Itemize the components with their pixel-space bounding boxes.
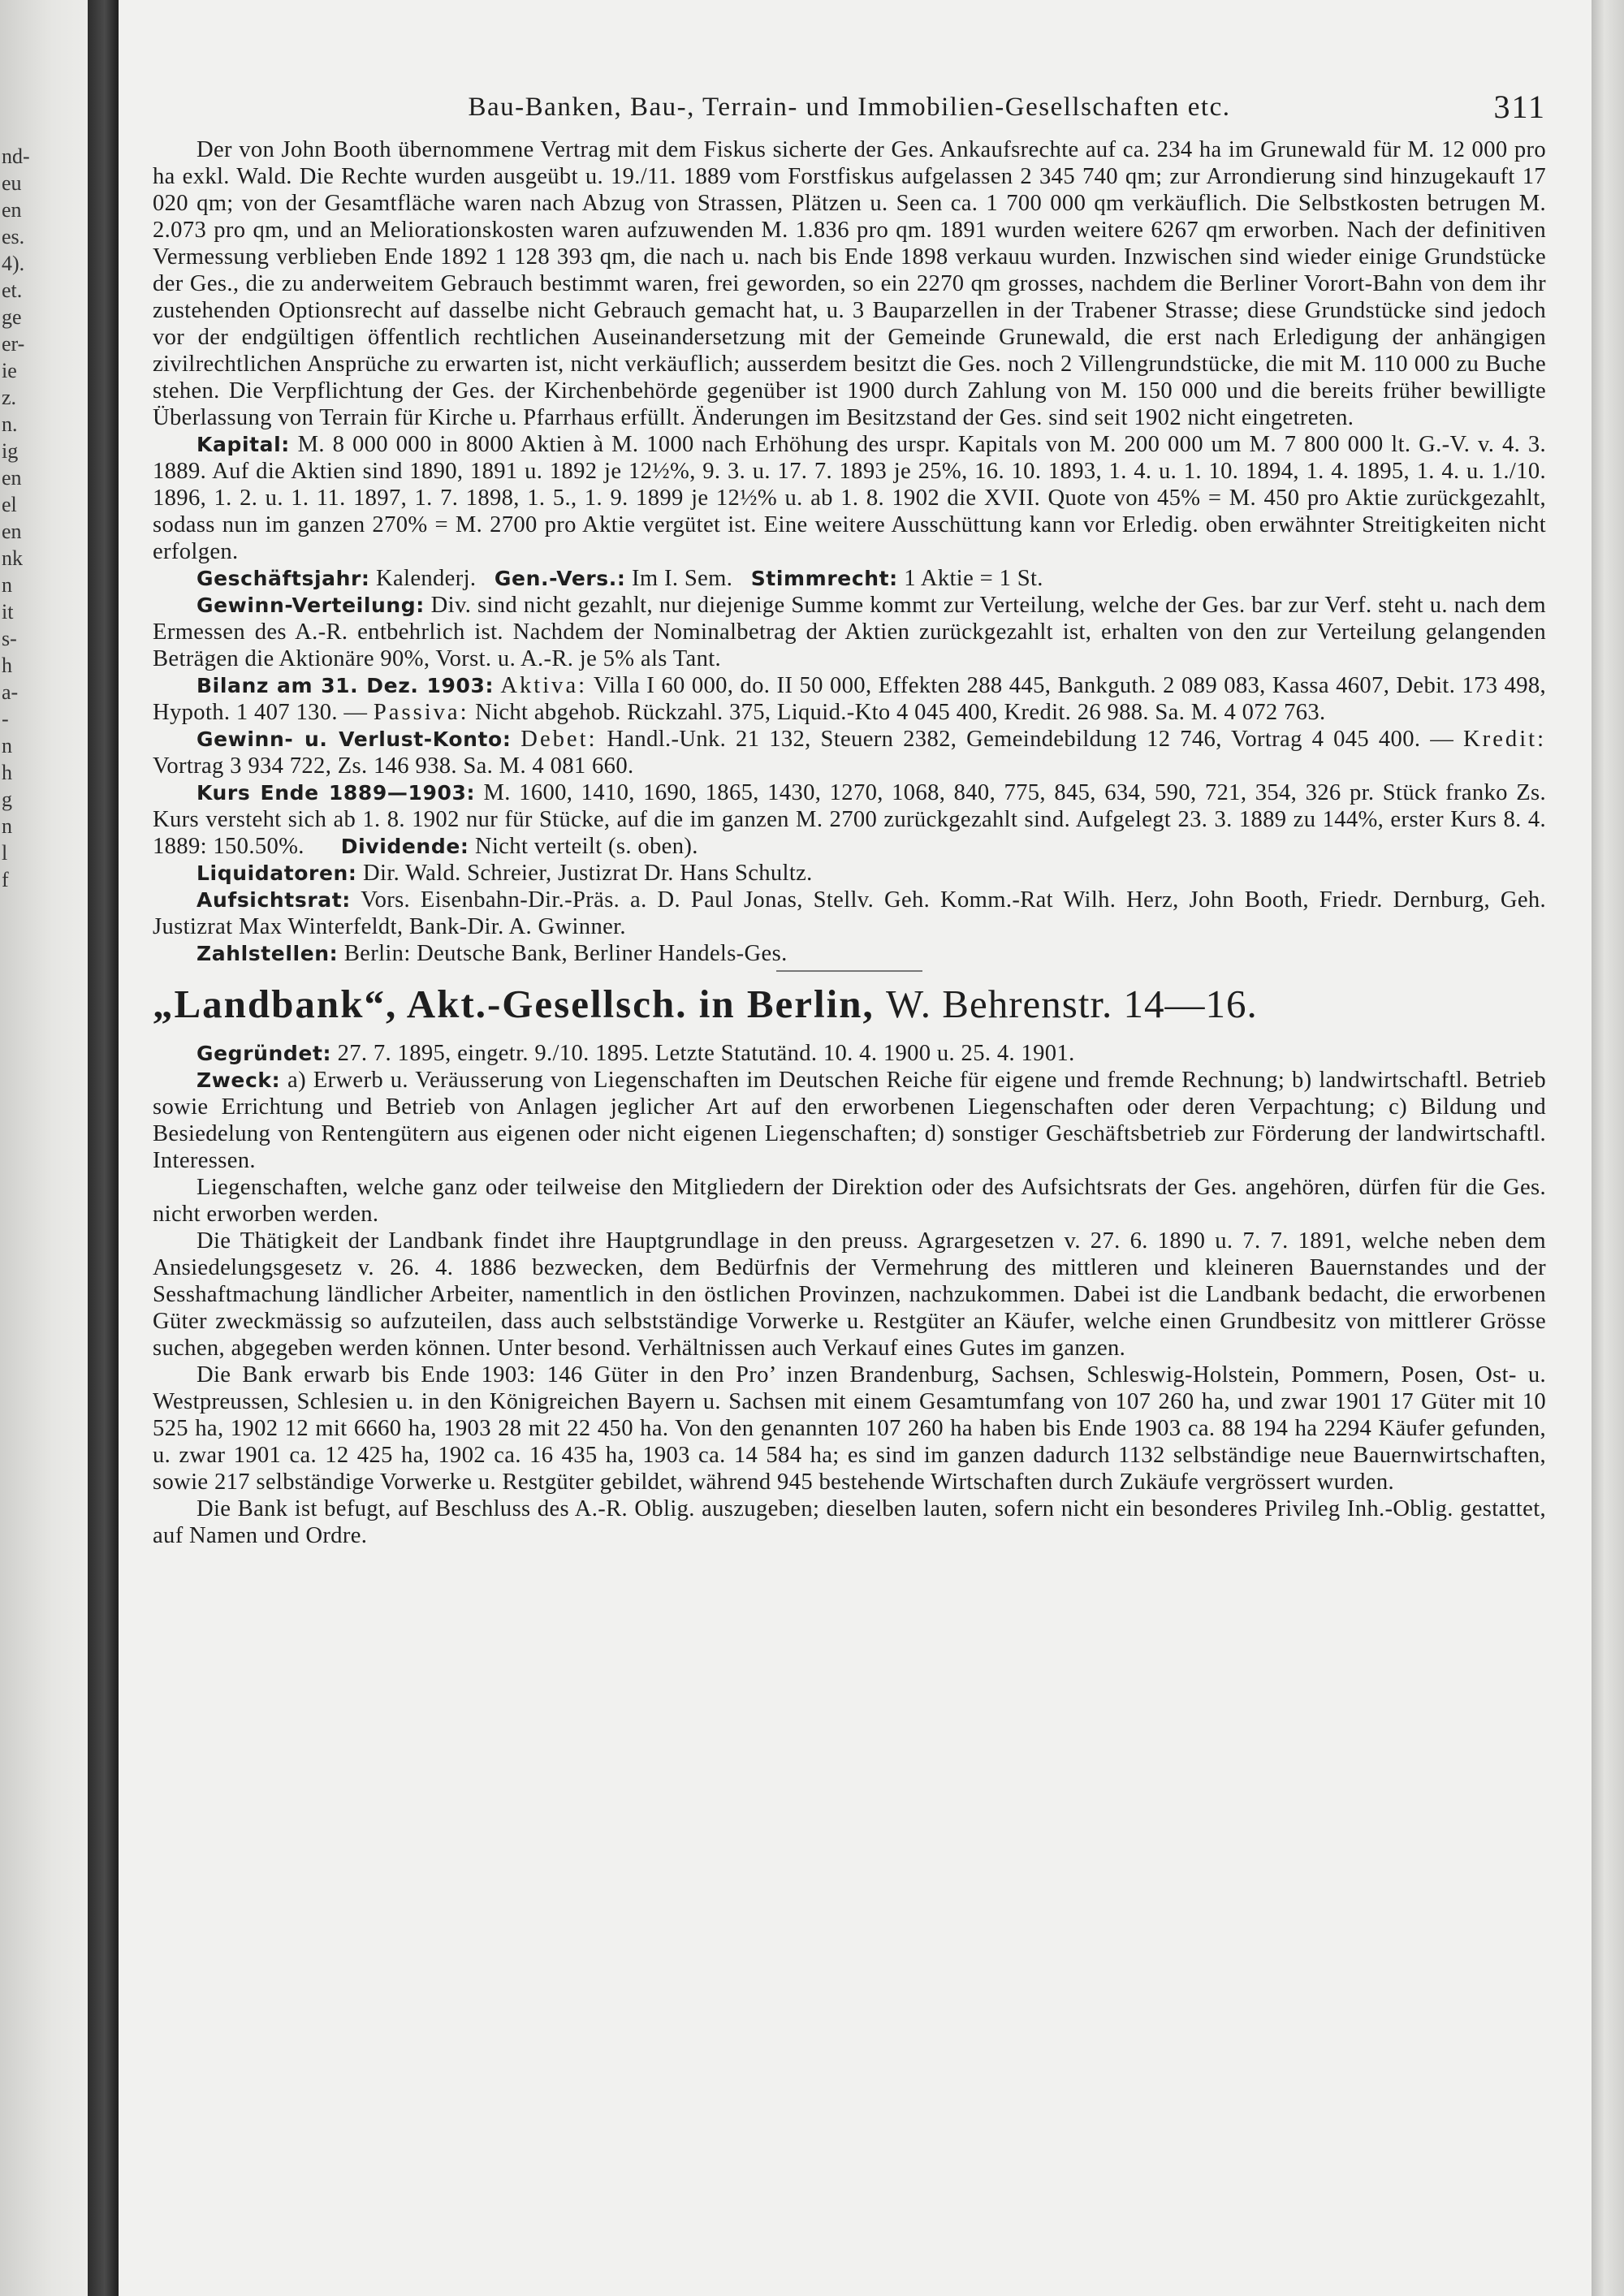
passiva-text: Nicht abgehob. Rückzahl. 375, Liquid.-Kto 4 045 400, Kredit. 26 988. Sa. M. 4 072 763. [475,700,1326,725]
company-name: „Landbank“, Akt.-Gesellsch. in Berlin, [153,982,875,1026]
left-page-fragment: h [2,654,12,677]
aktiva-text: Villa I 60 000, do. II 50 000, Effekten 288 445, Bankguth. 2 089 083, Kassa 4607, Debit. 173 498, Hypoth. 1 407 130. — [153,673,1547,725]
zahlstellen-label: Zahlstellen: [197,942,339,965]
left-page-fragment: n [2,814,12,838]
left-page-fragment: en [2,198,22,222]
body-paragraph: Die Bank ist befugt, auf Beschluss des A.-R. Oblig. auszugeben; dieselben lauten, sofern nicht ein besonderes Privileg Inh.-Oblig. gestattet, auf Namen und Ordre. [153,1496,1546,1548]
aufsichtsrat-text: Vors. Eisenbahn-Dir.-Präs. a. D. Paul Jonas, Stellv. Geh. Komm.-Rat Wilh. Herz, John Booth, Friedr. Dernburg, Geh. Justizrat Max Winterfeldt, Bank-Dir. A. Gwinner. [153,887,1547,939]
left-page-fragment: en [2,520,22,543]
gen-vers-label: Gen.-Vers.: [494,567,626,590]
left-page-fragment: z. [2,386,17,409]
passiva-word: Passiva: [373,700,469,725]
meta-entry [153,565,1546,592]
left-page-fragment: s- [2,627,17,650]
left-page-fragment: el [2,493,17,516]
zweck-text: a) Erwerb u. Veräusserung von Liegenschaften im Deutschen Reiche für eigene und fremde Rechnung; b) landwirtschaftl. Betrieb sowie Errichtung und Betrieb von Anlagen jeglicher Art auf den erworbenen Liegenschaften oder deren Verpachtung; c) Bildung und Besiedelung von Rentengütern aus eigenen oder nicht eigenen Liegenschaften; d) sonstiger Geschäftsbetrieb zur Förderung der landwirtschaftl. Interessen. [153,1068,1546,1173]
liquidatoren-text: Dir. Wald. Schreier, Justizrat Dr. Hans Schultz. [363,861,813,886]
kapital-text: M. 8 000 000 in 8000 Aktien à M. 1000 nach Erhöhung des urspr. Kapitals von M. 200 000 um M. 7 800 000 lt. G.-V. v. 4. 3. 1889. Auf die Aktien sind 1890, 1891 u. 1892 je 12½%, 9. 3. u. 17. 7. 1893 je 25%, 16. 10. 1893, 1. 4. u. 1. 10. 1894, 1. 4. 1895, 1. 4. u. 1./10. 1896, 1. 2. u. 1. 11. 1897, 1. 7. 1898, 1. 5., 1. 9. 1899 je 12½% u. ab 1. 8. 1902 die XVII. Quote von 45% = M. 450 pro Aktie zurückgezahlt, sodass nun im ganzen 270% = M. 2700 pro Aktie vergütet ist. Eine weitere Ausschüttung kann vor Erledig. oben erwähnter Streitigkeiten nicht erfolgen. [153,432,1547,564]
running-head [153,84,1546,136]
kapital-label: Kapital: [197,433,290,456]
debet-word: Debet: [520,727,598,752]
left-page-fragment: en [2,466,22,490]
kurs-text: M. 1600, 1410, 1690, 1865, 1430, 1270, 1068, 840, 775, 845, 634, 590, 721, 354, 326 pr. Stück franko Zs. Kurs versteht sich ab 1. 8. 1902 nur für Stücke, auf die im ganzen M. 2700 zurückgezahlt sind. Aufgelegt 23. 3. 1889 zu 144%, erster Kurs 8. 4. 1889: 150.50%. [153,780,1547,859]
left-page-fragment: nk [2,546,23,570]
kurs-label: Kurs Ende 1889—1903: [197,781,476,805]
zahlstellen-entry [153,940,1546,967]
left-page-fragment: nd- [2,145,30,168]
dividende-label: Dividende: [340,835,469,858]
adjacent-page-margin [0,0,88,2296]
left-page-fragment: - [2,707,9,731]
left-page-fragment: a- [2,680,19,704]
kredit-text: Vortrag 3 934 722, Zs. 146 938. Sa. M. 4 081 660. [153,753,634,779]
left-page-fragment: n [2,734,12,757]
book-page [119,0,1592,2296]
bilanz-label: Bilanz am 31. Dez. 1903: [197,674,495,697]
body-paragraph: Die Bank erwarb bis Ende 1903: 146 Güter in den Pro’ inzen Brandenburg, Sachsen, Schleswig-Holstein, Pommern, Posen, Ost- u. Westpreussen, Schlesien u. in den Königreichen Bayern u. Sachsen mit einem Gesamtumfang von 107 260 ha, und zwar 1901 17 Güter mit 10 525 ha, 1902 12 mit 6660 ha, 1903 28 mit 22 450 ha. Von den genannten 107 260 ha haben bis Ende 1903 ca. 88 194 ha 2294 Käufer gefunden, u. zwar 1901 ca. 12 425 ha, 1902 ca. 16 435 ha, 1903 ca. 14 584 ha; es sind im ganzen dadurch 1132 selbständige neue Bauernwirtschaften, sowie 217 selbständige Vorwerke u. Restgüter gebildet, während 945 bestehende Wirtschaften durch Zukäufe vergrössert wurden. [153,1362,1546,1495]
gegruendet-label: Gegründet: [197,1042,332,1065]
geschaeftsjahr-text: Kalenderj. [376,566,477,591]
geschaeftsjahr-label: Geschäftsjahr: [197,567,370,590]
left-page-fragment: 4). [2,252,25,275]
gegruendet-entry [153,1040,1546,1067]
kredit-word: Kredit: [1463,727,1547,752]
gewinn-verteilung-entry [153,592,1546,672]
page-number: 311 [1493,88,1546,125]
body-paragraph: Die Thätigkeit der Landbank findet ihre Hauptgrundlage in den preuss. Agrargesetzen v. 27. 6. 1890 u. 7. 7. 1891, welche neben dem Ansiedelungsgesetz v. 26. 4. 1886 bezwecken, dem Bedürfnis der Vermehrung des mittleren und kleineren Bauernstandes und der Sesshaftmachung ländlicher Arbeiter, namentlich in den östlichen Provinzen, nachzukommen. Dabei ist die Landbank bedacht, die erworbenen Güter zweckmässig so aufzuteilen, dass auch selbstständige Vorwerke u. Restgüter an Käufer, welche einen Grundbesitz von mittlerer Grösse suchen, abgegeben werden können. Unter besond. Verhältnissen auch Verkauf eines Gutes im ganzen. [153,1228,1546,1361]
liquidatoren-label: Liquidatoren: [197,861,357,885]
left-page-fragment: ge [2,305,22,329]
bilanz-entry [153,672,1546,726]
body-paragraph: Liegenschaften, welche ganz oder teilweise den Mitgliedern der Direktion oder des Aufsichtsrats der Ges. angehören, dürfen für die Ges. nicht erworben werden. [153,1175,1546,1227]
aktiva-word: Aktiva: [500,673,588,698]
zweck-entry [153,1067,1546,1174]
left-page-fragment: it [2,600,14,624]
stimmrecht-label: Stimmrecht: [750,567,898,590]
dividende-text: Nicht verteilt (s. oben). [474,834,698,859]
kapital-entry [153,431,1546,565]
gegruendet-text: 27. 7. 1895, eingetr. 9./10. 1895. Letzte Statutänd. 10. 4. 1900 u. 25. 4. 1901. [337,1041,1075,1066]
left-page-fragment: eu [2,171,22,195]
company-heading [153,980,1546,1029]
gen-vers-text: Im I. Sem. [631,566,733,591]
left-page-fragment: er- [2,332,25,356]
aufsichtsrat-entry [153,887,1546,940]
aufsichtsrat-label: Aufsichtsrat: [197,888,351,912]
debet-text: Handl.-Unk. 21 132, Steuern 2382, Gemeindebildung 12 746, Vortrag 4 045 400. — [607,727,1454,752]
stimmrecht-text: 1 Aktie = 1 St. [904,566,1043,591]
left-page-fragment: es. [2,225,25,248]
history-paragraph: Der von John Booth übernommene Vertrag mit dem Fiskus sicherte der Ges. Ankaufsrechte auf ca. 234 ha im Grunewald für M. 12 000 pro ha exkl. Wald. Die Rechte wurden ausgeübt u. 19./11. 1889 vom Forstfiskus aufgelassen 2 345 740 qm; zur Arrondierung sind hinzugekauft 17 020 qm; von der Gesamtfläche waren nach Abzug von Strassen, Plätzen u. Seen ca. 1 700 000 qm verkäuflich. Die Selbstkosten betrugen M. 2.073 pro qm, und an Meliorationskosten waren aufzuwenden M. 1.836 pro qm. 1891 wurden weitere 6267 qm erworben. Nach der definitiven Vermessung verblieben Ende 1892 1 128 393 qm, die nach u. nach bis Ende 1898 verkauu wurden. Inzwischen sind wieder einige Grundstücke der Ges., die zu anderweitem Gebrauch bestimmt waren, frei geworden, so ein 2270 qm grosses, nachdem die Berliner Vorort-Bahn von dem ihr zustehenden Optionsrecht auf dasselbe nicht Gebrauch gemacht hat, u. 3 Bauparzellen in der Trabener Strasse; diese Grundstücke sind jedoch vor der endgültigen öffentlich rechtlichen Auseinandersetzung mit der Gemeinde Grunewald, die erst nach Erledigung der anhängigen zivilrechtlichen Ansprüche zu erwarten ist, nicht verkäuflich; ausserdem besitzt die Ges. noch 2 Villengrundstücke, die mit M. 110 000 zu Buche stehen. Die Verpflichtung der Ges. der Kirchenbehörde gegenüber ist 1900 durch Zahlung von M. 150 000 und die bereits früher bewilligte Überlassung von Terrain für Kirche u. Pfarrhaus erfüllt. Änderungen im Besitzstand der Ges. sind seit 1902 nicht eingetreten. [153,137,1546,430]
zweck-label: Zweck: [197,1068,281,1092]
left-page-fragment: et. [2,278,23,302]
liquidatoren-entry [153,860,1546,887]
left-page-fragment: h [2,761,12,784]
left-page-fragment: ie [2,359,17,382]
book-gutter [88,0,119,2296]
zahlstellen-text: Berlin: Deutsche Bank, Berliner Handels-Ges. [343,941,788,966]
left-page-fragment: f [2,868,9,891]
section-divider [776,970,922,972]
left-page-fragment: l [2,841,8,865]
page-content [153,84,1546,1549]
left-page-fragment: ig [2,439,19,463]
guv-entry [153,726,1546,779]
company-address: W. Behrenstr. 14—16. [886,982,1258,1026]
gewinn-verteilung-label: Gewinn-Verteilung: [197,593,425,617]
left-page-fragment: n. [2,412,18,436]
left-page-fragment: n [2,573,12,597]
page-edge [1592,0,1624,2296]
running-title: Bau-Banken, Bau-, Terrain- und Immobilien-Gesellschaften etc. [468,93,1231,122]
left-page-fragment: g [2,788,12,811]
gewinn-verteilung-text: Div. sind nicht gezahlt, nur diejenige Summe kommt zur Verteilung, welche der Ges. bar zur Verf. steht u. nach dem Ermessen des A.-R. entbehrlich ist. Nachdem der Nominalbetrag der Aktien zurückgezahlt ist, erhalten von den zur Verteilung gelangenden Beträgen die Aktionäre 90%, Vorst. u. A.-R. je 5% als Tant. [153,593,1546,671]
guv-label: Gewinn- u. Verlust-Konto: [197,727,512,751]
kurs-entry [153,779,1546,860]
